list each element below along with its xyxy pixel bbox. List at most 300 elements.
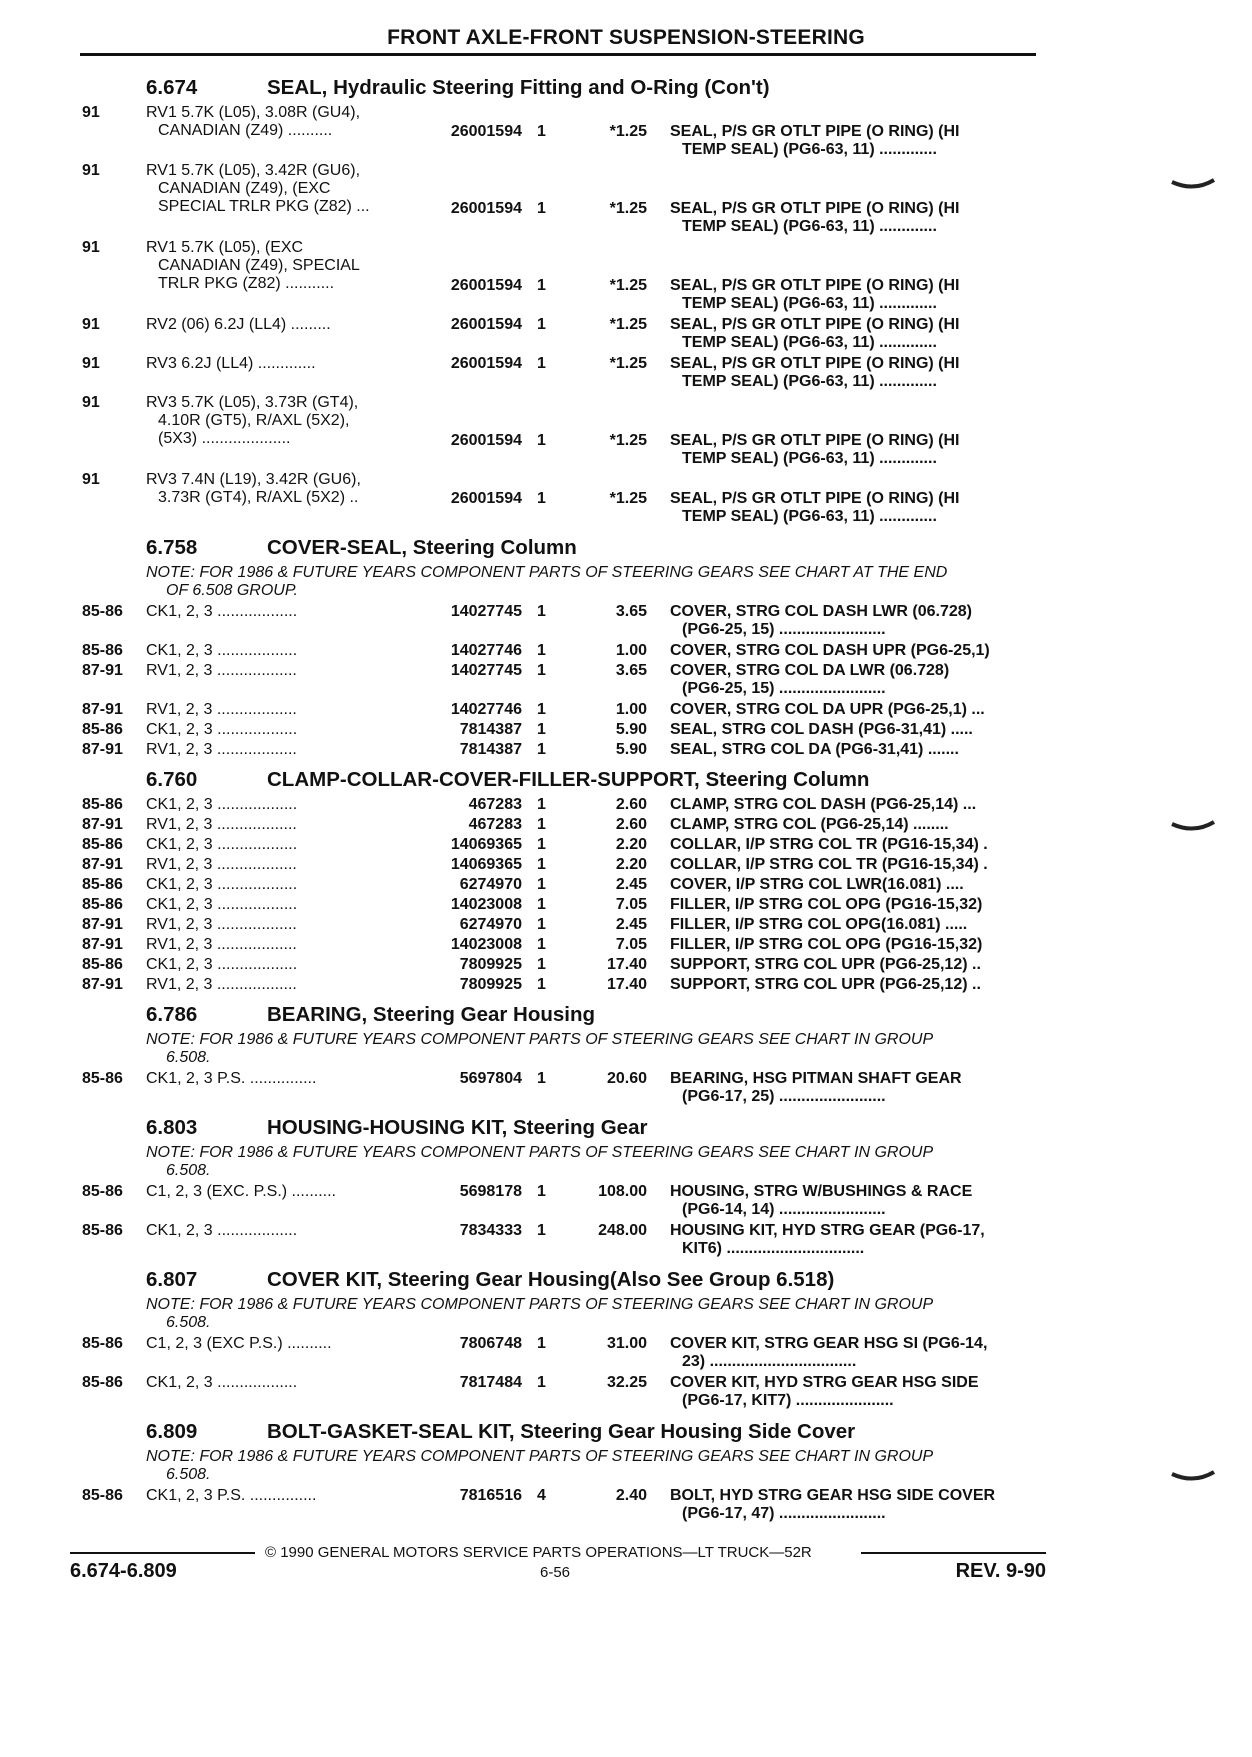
table-row bbox=[82, 355, 1042, 393]
model-year: 87-91 bbox=[82, 856, 123, 873]
part-description bbox=[670, 1222, 1042, 1258]
part-description bbox=[670, 1374, 1042, 1410]
application-line: RV1, 2, 3 .................. bbox=[146, 976, 297, 993]
group-section bbox=[82, 1418, 1042, 1525]
part-description bbox=[670, 642, 1042, 660]
price: 5.90 bbox=[615, 741, 647, 758]
application bbox=[146, 976, 421, 994]
price: 2.20 bbox=[615, 856, 647, 873]
description-line: BOLT, HYD STRG GEAR HSG SIDE COVER bbox=[670, 1487, 996, 1504]
part-description bbox=[670, 796, 1042, 814]
description-line: SUPPORT, STRG COL UPR (PG6-25,12) .. bbox=[670, 956, 981, 973]
description-line: TEMP SEAL) (PG6-63, 11) ............. bbox=[682, 141, 937, 158]
description-line: HOUSING, STRG W/BUSHINGS & RACE bbox=[670, 1183, 973, 1200]
group-note bbox=[82, 1296, 1042, 1332]
application-line: RV1 5.7K (L05), 3.08R (GU4), bbox=[146, 104, 361, 121]
table-row bbox=[82, 104, 1042, 161]
title-rule bbox=[80, 53, 1036, 56]
note-line: OF 6.508 GROUP. bbox=[166, 582, 298, 599]
binder-mark-icon bbox=[1170, 820, 1216, 834]
part-number: 467283 bbox=[468, 796, 522, 813]
note-line: NOTE: FOR 1986 & FUTURE YEARS COMPONENT PARTS OF STEERING GEARS SEE CHART IN GROUP bbox=[146, 1144, 934, 1161]
group-title: BOLT-GASKET-SEAL KIT, Steering Gear Housing Side Cover bbox=[267, 1420, 856, 1443]
quantity: 1 bbox=[537, 856, 546, 873]
model-year: 85-86 bbox=[82, 896, 123, 913]
note-line: NOTE: FOR 1986 & FUTURE YEARS COMPONENT PARTS OF STEERING GEARS SEE CHART IN GROUP bbox=[146, 1031, 934, 1048]
price: 7.05 bbox=[615, 896, 647, 913]
table-row bbox=[82, 896, 1042, 915]
application bbox=[146, 896, 421, 914]
application-line: CK1, 2, 3 .................. bbox=[146, 1374, 298, 1391]
group-heading bbox=[82, 766, 1042, 796]
part-number: 14027745 bbox=[450, 603, 522, 620]
description-line: COVER, I/P STRG COL LWR(16.081) .... bbox=[670, 876, 964, 893]
part-number: 26001594 bbox=[450, 200, 522, 217]
quantity: 1 bbox=[537, 123, 546, 140]
application bbox=[146, 162, 421, 216]
price: 3.65 bbox=[615, 603, 647, 620]
table-row bbox=[82, 836, 1042, 855]
quantity: 1 bbox=[537, 916, 546, 933]
model-year: 85-86 bbox=[82, 1070, 123, 1087]
table-row bbox=[82, 796, 1042, 815]
group-number: 6.807 bbox=[146, 1268, 198, 1291]
group-number: 6.786 bbox=[146, 1003, 198, 1026]
footer-group-range: 6.674-6.809 bbox=[70, 1560, 177, 1582]
table-row bbox=[82, 1374, 1042, 1412]
table-row bbox=[82, 1222, 1042, 1260]
part-number: 5698178 bbox=[459, 1183, 522, 1200]
description-line: (PG6-17, KIT7) ...................... bbox=[682, 1392, 894, 1409]
description-line: SEAL, P/S GR OTLT PIPE (O RING) (HI bbox=[670, 355, 960, 372]
model-year: 85-86 bbox=[82, 1183, 123, 1200]
table-row bbox=[82, 316, 1042, 354]
application-line: RV1, 2, 3 .................. bbox=[146, 916, 297, 933]
application-line: RV1, 2, 3 .................. bbox=[146, 701, 297, 718]
application-line: RV1, 2, 3 .................. bbox=[146, 936, 297, 953]
part-description bbox=[670, 123, 1042, 159]
application-line: SPECIAL TRLR PKG (Z82) ... bbox=[158, 198, 370, 215]
part-description bbox=[670, 956, 1042, 974]
quantity: 1 bbox=[537, 1374, 546, 1391]
application-line: CANADIAN (Z49), SPECIAL bbox=[158, 257, 360, 274]
price: 1.00 bbox=[615, 642, 647, 659]
application-line: RV3 5.7K (L05), 3.73R (GT4), bbox=[146, 394, 359, 411]
price: 2.60 bbox=[615, 816, 647, 833]
application bbox=[146, 916, 421, 934]
model-year: 85-86 bbox=[82, 1335, 123, 1352]
description-line: (PG6-25, 15) ........................ bbox=[682, 621, 886, 638]
price: 32.25 bbox=[606, 1374, 647, 1391]
quantity: 1 bbox=[537, 603, 546, 620]
group-note bbox=[82, 1448, 1042, 1484]
description-line: (PG6-17, 47) ........................ bbox=[682, 1505, 886, 1522]
table-row bbox=[82, 701, 1042, 720]
model-year: 91 bbox=[82, 355, 100, 372]
quantity: 1 bbox=[537, 355, 546, 372]
application-line: RV1 5.7K (L05), 3.42R (GU6), bbox=[146, 162, 361, 179]
part-description bbox=[670, 490, 1042, 526]
parts-listing bbox=[82, 68, 1042, 1526]
price: 248.00 bbox=[598, 1222, 647, 1239]
part-number: 6274970 bbox=[459, 916, 522, 933]
group-note bbox=[82, 1031, 1042, 1067]
model-year: 85-86 bbox=[82, 1222, 123, 1239]
quantity: 1 bbox=[537, 721, 546, 738]
part-number: 5697804 bbox=[459, 1070, 522, 1087]
page-footer bbox=[70, 1540, 1046, 1580]
application-line: 4.10R (GT5), R/AXL (5X2), bbox=[158, 412, 350, 429]
footer-revision: REV. 9-90 bbox=[955, 1560, 1046, 1582]
description-line: 23) ................................. bbox=[682, 1353, 857, 1370]
group-heading bbox=[82, 1001, 1042, 1031]
description-line: CLAMP, STRG COL (PG6-25,14) ........ bbox=[670, 816, 949, 833]
description-line: (PG6-25, 15) ........................ bbox=[682, 680, 886, 697]
table-row bbox=[82, 1487, 1042, 1525]
model-year: 85-86 bbox=[82, 1487, 123, 1504]
part-number: 26001594 bbox=[450, 277, 522, 294]
footer-copyright: © 1990 GENERAL MOTORS SERVICE PARTS OPERATIONS—LT TRUCK—52R bbox=[265, 1544, 812, 1561]
application bbox=[146, 239, 421, 293]
quantity: 1 bbox=[537, 836, 546, 853]
model-year: 85-86 bbox=[82, 836, 123, 853]
quantity: 1 bbox=[537, 1183, 546, 1200]
model-year: 91 bbox=[82, 471, 100, 488]
part-number: 7806748 bbox=[459, 1335, 522, 1352]
model-year: 85-86 bbox=[82, 796, 123, 813]
footer-page-number: 6-56 bbox=[540, 1564, 571, 1581]
part-description bbox=[670, 976, 1042, 994]
price: *1.25 bbox=[609, 432, 647, 449]
quantity: 1 bbox=[537, 796, 546, 813]
footer-rule bbox=[70, 1552, 255, 1554]
price: 2.45 bbox=[615, 916, 647, 933]
part-description bbox=[670, 916, 1042, 934]
application-line: RV3 6.2J (LL4) ............. bbox=[146, 355, 316, 372]
price: 2.45 bbox=[615, 876, 647, 893]
price: 31.00 bbox=[606, 1335, 647, 1352]
model-year: 87-91 bbox=[82, 701, 123, 718]
price: *1.25 bbox=[609, 355, 647, 372]
description-line: FILLER, I/P STRG COL OPG(16.081) ..... bbox=[670, 916, 968, 933]
model-year: 85-86 bbox=[82, 642, 123, 659]
part-description bbox=[670, 936, 1042, 954]
group-title: CLAMP-COLLAR-COVER-FILLER-SUPPORT, Steering Column bbox=[267, 768, 870, 791]
table-row bbox=[82, 162, 1042, 238]
description-line: TEMP SEAL) (PG6-63, 11) ............. bbox=[682, 218, 937, 235]
group-number: 6.803 bbox=[146, 1116, 198, 1139]
group-title: HOUSING-HOUSING KIT, Steering Gear bbox=[267, 1116, 648, 1139]
description-line: TEMP SEAL) (PG6-63, 11) ............. bbox=[682, 295, 937, 312]
group-section bbox=[82, 766, 1042, 995]
application-line: RV1 5.7K (L05), (EXC bbox=[146, 239, 304, 256]
model-year: 91 bbox=[82, 239, 100, 256]
model-year: 91 bbox=[82, 316, 100, 333]
application-line: CK1, 2, 3 .................. bbox=[146, 896, 298, 913]
group-section bbox=[82, 1266, 1042, 1412]
table-row bbox=[82, 642, 1042, 661]
part-description bbox=[670, 836, 1042, 854]
quantity: 1 bbox=[537, 936, 546, 953]
application-line: RV1, 2, 3 .................. bbox=[146, 741, 297, 758]
part-description bbox=[670, 355, 1042, 391]
group-number: 6.758 bbox=[146, 536, 198, 559]
part-description bbox=[670, 876, 1042, 894]
application bbox=[146, 1374, 421, 1392]
application bbox=[146, 741, 421, 759]
application bbox=[146, 642, 421, 660]
part-number: 7809925 bbox=[459, 956, 522, 973]
price: *1.25 bbox=[609, 123, 647, 140]
model-year: 85-86 bbox=[82, 956, 123, 973]
model-year: 87-91 bbox=[82, 936, 123, 953]
application-line: (5X3) .................... bbox=[158, 430, 291, 447]
part-number: 14069365 bbox=[450, 836, 522, 853]
note-line: NOTE: FOR 1986 & FUTURE YEARS COMPONENT PARTS OF STEERING GEARS SEE CHART IN GROUP bbox=[146, 1448, 934, 1465]
description-line: COLLAR, I/P STRG COL TR (PG16-15,34) . bbox=[670, 836, 988, 853]
application-line: CK1, 2, 3 .................. bbox=[146, 876, 298, 893]
quantity: 1 bbox=[537, 896, 546, 913]
group-number: 6.809 bbox=[146, 1420, 198, 1443]
price: *1.25 bbox=[609, 277, 647, 294]
price: *1.25 bbox=[609, 316, 647, 333]
application bbox=[146, 836, 421, 854]
description-line: COVER KIT, STRG GEAR HSG SI (PG6-14, bbox=[670, 1335, 988, 1352]
part-description bbox=[670, 896, 1042, 914]
application-line: RV2 (06) 6.2J (LL4) ......... bbox=[146, 316, 331, 333]
table-row bbox=[82, 471, 1042, 528]
group-heading bbox=[82, 1266, 1042, 1296]
description-line: TEMP SEAL) (PG6-63, 11) ............. bbox=[682, 334, 937, 351]
description-line: (PG6-17, 25) ........................ bbox=[682, 1088, 886, 1105]
quantity: 1 bbox=[537, 642, 546, 659]
application bbox=[146, 936, 421, 954]
description-line: SEAL, STRG COL DA (PG6-31,41) ....... bbox=[670, 741, 959, 758]
binder-mark-icon bbox=[1170, 178, 1216, 192]
description-line: SEAL, P/S GR OTLT PIPE (O RING) (HI bbox=[670, 123, 960, 140]
part-number: 7834333 bbox=[459, 1222, 522, 1239]
application bbox=[146, 701, 421, 719]
application bbox=[146, 104, 421, 140]
price: *1.25 bbox=[609, 490, 647, 507]
description-line: BEARING, HSG PITMAN SHAFT GEAR bbox=[670, 1070, 962, 1087]
part-description bbox=[670, 741, 1042, 759]
price: 2.60 bbox=[615, 796, 647, 813]
description-line: SUPPORT, STRG COL UPR (PG6-25,12) .. bbox=[670, 976, 981, 993]
quantity: 1 bbox=[537, 876, 546, 893]
table-row bbox=[82, 603, 1042, 641]
description-line: FILLER, I/P STRG COL OPG (PG16-15,32) bbox=[670, 896, 983, 913]
group-note bbox=[82, 1144, 1042, 1180]
page-title: FRONT AXLE-FRONT SUSPENSION-STEERING bbox=[387, 26, 865, 49]
application-line: CK1, 2, 3 .................. bbox=[146, 796, 298, 813]
note-line: 6.508. bbox=[166, 1466, 211, 1483]
application-line: C1, 2, 3 (EXC P.S.) .......... bbox=[146, 1335, 332, 1352]
group-section bbox=[82, 1001, 1042, 1108]
group-title: SEAL, Hydraulic Steering Fitting and O-Ring (Con't) bbox=[267, 76, 770, 99]
part-number: 26001594 bbox=[450, 355, 522, 372]
part-description bbox=[670, 1487, 1042, 1523]
part-description bbox=[670, 662, 1042, 698]
part-description bbox=[670, 856, 1042, 874]
application-line: RV3 7.4N (L19), 3.42R (GU6), bbox=[146, 471, 361, 488]
group-number: 6.674 bbox=[146, 76, 198, 99]
application-line: CK1, 2, 3 .................. bbox=[146, 721, 298, 738]
application bbox=[146, 603, 421, 621]
model-year: 91 bbox=[82, 394, 100, 411]
quantity: 1 bbox=[537, 662, 546, 679]
price: 3.65 bbox=[615, 662, 647, 679]
application bbox=[146, 721, 421, 739]
price: 1.00 bbox=[615, 701, 647, 718]
application bbox=[146, 1335, 421, 1353]
quantity: 1 bbox=[537, 956, 546, 973]
quantity: 1 bbox=[537, 277, 546, 294]
group-heading bbox=[82, 1418, 1042, 1448]
application bbox=[146, 316, 421, 334]
application-line: CANADIAN (Z49) .......... bbox=[158, 122, 333, 139]
application bbox=[146, 1070, 421, 1088]
description-line: SEAL, P/S GR OTLT PIPE (O RING) (HI bbox=[670, 316, 960, 333]
group-title: BEARING, Steering Gear Housing bbox=[267, 1003, 596, 1026]
note-line: NOTE: FOR 1986 & FUTURE YEARS COMPONENT PARTS OF STEERING GEARS SEE CHART IN GROUP bbox=[146, 1296, 934, 1313]
application-line: 3.73R (GT4), R/AXL (5X2) .. bbox=[158, 489, 359, 506]
table-row bbox=[82, 816, 1042, 835]
table-row bbox=[82, 856, 1042, 875]
group-title: COVER-SEAL, Steering Column bbox=[267, 536, 577, 559]
part-description bbox=[670, 277, 1042, 313]
note-line: 6.508. bbox=[166, 1314, 211, 1331]
application bbox=[146, 394, 421, 448]
quantity: 1 bbox=[537, 701, 546, 718]
part-number: 14027746 bbox=[450, 642, 522, 659]
quantity: 1 bbox=[537, 1335, 546, 1352]
table-row bbox=[82, 956, 1042, 975]
quantity: 1 bbox=[537, 200, 546, 217]
quantity: 1 bbox=[537, 432, 546, 449]
group-section bbox=[82, 1114, 1042, 1260]
application-line: CK1, 2, 3 P.S. ............... bbox=[146, 1070, 317, 1087]
model-year: 91 bbox=[82, 162, 100, 179]
quantity: 1 bbox=[537, 1222, 546, 1239]
description-line: SEAL, P/S GR OTLT PIPE (O RING) (HI bbox=[670, 432, 960, 449]
application bbox=[146, 876, 421, 894]
model-year: 87-91 bbox=[82, 662, 123, 679]
binder-mark-icon bbox=[1170, 1470, 1216, 1484]
part-number: 7814387 bbox=[459, 741, 522, 758]
model-year: 87-91 bbox=[82, 741, 123, 758]
part-number: 14027745 bbox=[450, 662, 522, 679]
table-row bbox=[82, 239, 1042, 315]
application bbox=[146, 956, 421, 974]
table-row bbox=[82, 662, 1042, 700]
part-description bbox=[670, 1070, 1042, 1106]
part-number: 467283 bbox=[468, 816, 522, 833]
footer-rule bbox=[861, 1552, 1046, 1554]
part-number: 26001594 bbox=[450, 316, 522, 333]
description-line: COLLAR, I/P STRG COL TR (PG16-15,34) . bbox=[670, 856, 988, 873]
part-description bbox=[670, 200, 1042, 236]
group-heading bbox=[82, 1114, 1042, 1144]
description-line: FILLER, I/P STRG COL OPG (PG16-15,32) bbox=[670, 936, 983, 953]
price: 2.20 bbox=[615, 836, 647, 853]
price: *1.25 bbox=[609, 200, 647, 217]
description-line: COVER, STRG COL DA LWR (06.728) bbox=[670, 662, 950, 679]
application-line: CK1, 2, 3 .................. bbox=[146, 956, 298, 973]
part-number: 14023008 bbox=[450, 896, 522, 913]
application bbox=[146, 1487, 421, 1505]
note-line: NOTE: FOR 1986 & FUTURE YEARS COMPONENT PARTS OF STEERING GEARS SEE CHART AT THE END bbox=[146, 564, 948, 581]
group-heading bbox=[82, 534, 1042, 564]
description-line: COVER, STRG COL DA UPR (PG6-25,1) ... bbox=[670, 701, 985, 718]
application bbox=[146, 662, 421, 680]
quantity: 1 bbox=[537, 316, 546, 333]
application-line: RV1, 2, 3 .................. bbox=[146, 856, 297, 873]
model-year: 87-91 bbox=[82, 976, 123, 993]
application bbox=[146, 355, 421, 373]
group-section bbox=[82, 534, 1042, 760]
application-line: RV1, 2, 3 .................. bbox=[146, 662, 297, 679]
group-number: 6.760 bbox=[146, 768, 198, 791]
part-number: 7814387 bbox=[459, 721, 522, 738]
table-row bbox=[82, 1335, 1042, 1373]
quantity: 1 bbox=[537, 816, 546, 833]
description-line: TEMP SEAL) (PG6-63, 11) ............. bbox=[682, 373, 937, 390]
application bbox=[146, 1183, 421, 1201]
table-row bbox=[82, 916, 1042, 935]
price: 17.40 bbox=[606, 976, 647, 993]
quantity: 4 bbox=[537, 1487, 546, 1504]
application-line: CK1, 2, 3 .................. bbox=[146, 836, 298, 853]
price: 108.00 bbox=[598, 1183, 647, 1200]
table-row bbox=[82, 976, 1042, 995]
part-number: 7816516 bbox=[459, 1487, 522, 1504]
description-line: COVER, STRG COL DASH LWR (06.728) bbox=[670, 603, 972, 620]
part-description bbox=[670, 1335, 1042, 1371]
price: 7.05 bbox=[615, 936, 647, 953]
application-line: RV1, 2, 3 .................. bbox=[146, 816, 297, 833]
part-number: 14027746 bbox=[450, 701, 522, 718]
application-line: CK1, 2, 3 P.S. ............... bbox=[146, 1487, 317, 1504]
part-number: 6274970 bbox=[459, 876, 522, 893]
model-year: 85-86 bbox=[82, 721, 123, 738]
price: 17.40 bbox=[606, 956, 647, 973]
application-line: C1, 2, 3 (EXC. P.S.) .......... bbox=[146, 1183, 336, 1200]
application-line: TRLR PKG (Z82) ........... bbox=[158, 275, 335, 292]
description-line: COVER KIT, HYD STRG GEAR HSG SIDE bbox=[670, 1374, 979, 1391]
application bbox=[146, 471, 421, 507]
part-description bbox=[670, 816, 1042, 834]
model-year: 85-86 bbox=[82, 603, 123, 620]
part-description bbox=[670, 432, 1042, 468]
description-line: CLAMP, STRG COL DASH (PG6-25,14) ... bbox=[670, 796, 977, 813]
model-year: 85-86 bbox=[82, 876, 123, 893]
table-row bbox=[82, 721, 1042, 740]
table-row bbox=[82, 936, 1042, 955]
description-line: KIT6) ............................... bbox=[682, 1240, 865, 1257]
part-description bbox=[670, 316, 1042, 352]
description-line: SEAL, P/S GR OTLT PIPE (O RING) (HI bbox=[670, 277, 960, 294]
part-number: 26001594 bbox=[450, 432, 522, 449]
part-description bbox=[670, 701, 1042, 719]
table-row bbox=[82, 1070, 1042, 1108]
application-line: CK1, 2, 3 .................. bbox=[146, 1222, 298, 1239]
table-row bbox=[82, 741, 1042, 760]
price: 5.90 bbox=[615, 721, 647, 738]
quantity: 1 bbox=[537, 490, 546, 507]
application bbox=[146, 856, 421, 874]
part-number: 7809925 bbox=[459, 976, 522, 993]
